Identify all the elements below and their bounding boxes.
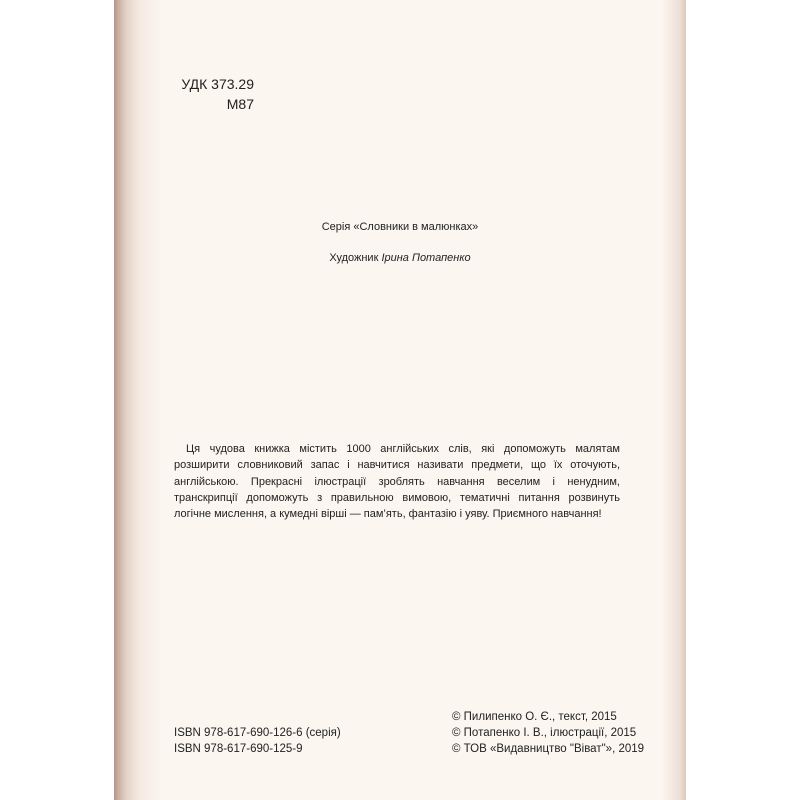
author-mark: М87: [226, 96, 254, 112]
isbn-block: [174, 725, 341, 757]
udk-code: УДК 373.29: [181, 76, 254, 92]
artist-label: Художник: [329, 252, 379, 264]
artist-name: Ірина Потапенко: [381, 252, 471, 264]
book-page: [114, 0, 686, 800]
copyright-illustrations: © Потапенко І. В., ілюстрації, 2015: [452, 727, 637, 739]
artist-credit: [114, 250, 686, 266]
isbn-series: ISBN 978-617-690-126-6 (серія): [174, 727, 341, 739]
copyright-block: [452, 709, 644, 757]
book-annotation: [174, 441, 620, 522]
copyright-publisher: © ТОВ «Видавництво "Віват"», 2019: [452, 743, 645, 755]
annotation-text: Ця чудова книжка містить 1000 англійських слів, які допоможуть малятам розширити словниковий запас і навчитися називати предмети, що їх оточують, англійською. Прекрасні ілюстрації зроблять навчання веселим і ненудним, транскрипції допоможуть з правильною вимовою, тематичні питання розвинуть логічне мислення, а кумедні вірші — пам’ять, фантазію і уяву. Приємного навчання!: [174, 443, 620, 521]
isbn-book: ISBN 978-617-690-125-9: [174, 743, 303, 755]
series-title: Серія «Словники в малюнках»: [321, 221, 479, 233]
copyright-text: © Пилипенко О. Є., текст, 2015: [452, 711, 617, 723]
udk-block: [174, 74, 254, 114]
